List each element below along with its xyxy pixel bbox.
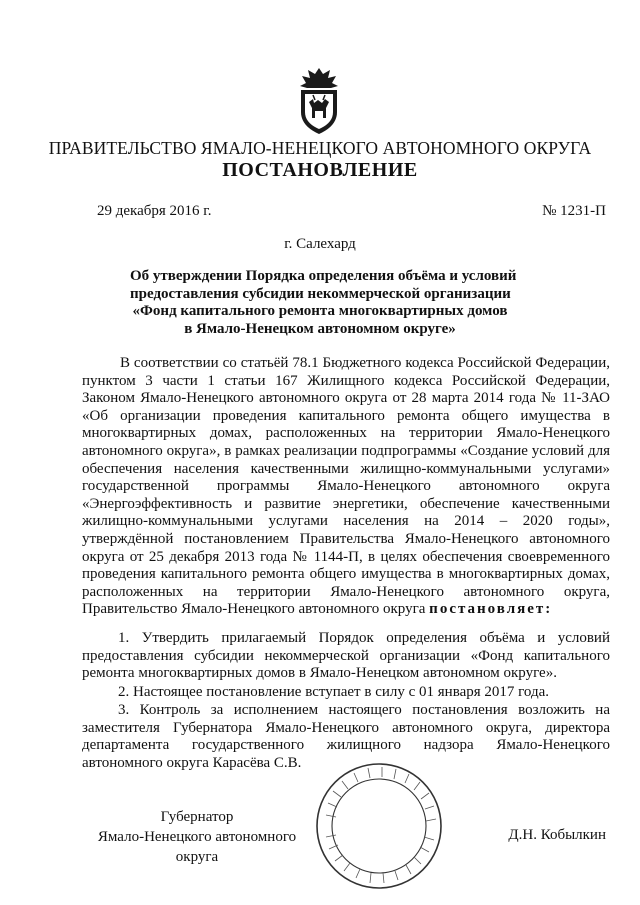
signatory-region: Ямало-Ненецкого автономного округа [97,829,297,865]
document-type: ПОСТАНОВЛЕНИЕ [222,159,418,181]
document-date: 29 декабря 2016 г. [97,203,212,219]
preamble-paragraph [82,355,610,619]
title-line: предоставления субсидии некоммерческой организации [130,285,511,302]
decree-item-1: 1. Утвердить прилагаемый Порядок определения объёма и условий предоставления субсидии некоммерческой организации «Фонд капитального ремонта многоквартирных домов в Ямало-Ненецком автономном округе». [82,630,610,682]
decree-item-3: 3. Контроль за исполнением настоящего постановления возложить на заместителя Губернатора Ямало-Ненецкого автономного округа, директора департамента государственного жилищного надзора Ямало-Ненецкого автономного округа Карасёва С.В. [82,702,610,771]
document-city: г. Салехард [284,236,356,252]
document-title [130,268,517,338]
title-line: в Ямало-Ненецком автономном округе» [184,320,456,337]
title-line: Об утверждении Порядка определения объёма и условий [130,268,517,284]
document-number: № 1231-П [542,203,606,219]
signatory-title [82,807,312,867]
decree-word: постановляет: [429,601,553,618]
preamble-text: В соответствии со статьёй 78.1 Бюджетного кодекса Российской Федерации, пунктом 3 части 1 статьи 167 Жилищного кодекса Российской Федерации, Законом Ямало-Ненецкого автономного округа от 28 марта 2014 года № 11-ЗАО «Об организации проведения капитального ремонта общего имущества в многоквартирных домах, расположенных на территории Ямало-Ненецкого автономного округа», в рамках реализации подпрограммы «Создание условий для обеспечения населения качественными жилищно-коммунальными услугами» государственной программы Ямало-Ненецкого автономного округа «Энергоэффективность и развитие энергетики, обеспечение качественными жилищно-коммунальными услугами населения на 2014 – 2020 годы», утверждённой постановлением Правительства Ямало-Ненецкого автономного округа от 25 декабря 2013 года № 1144-П, в целях обеспечения своевременного проведения капитального ремонта общего имущества в многоквартирных домах, расположенных на территории Ямало-Ненецкого автономного округа, Правительство Ямало-Ненецкого автономного округа [82,355,610,618]
official-seal-stamp [314,761,444,891]
government-name: ПРАВИТЕЛЬСТВО ЯМАЛО-НЕНЕЦКОГО АВТОНОМНОГО ОКРУГА [48,138,592,158]
signatory-position: Губернатор [160,809,234,825]
signatory-name: Д.Н. Кобылкин [508,827,606,843]
coat-of-arms-emblem [294,66,344,136]
title-line: «Фонд капитального ремонта многоквартирных домов [132,303,508,319]
decree-item-2: 2. Настоящее постановление вступает в силу с 01 января 2017 года. [118,684,550,700]
